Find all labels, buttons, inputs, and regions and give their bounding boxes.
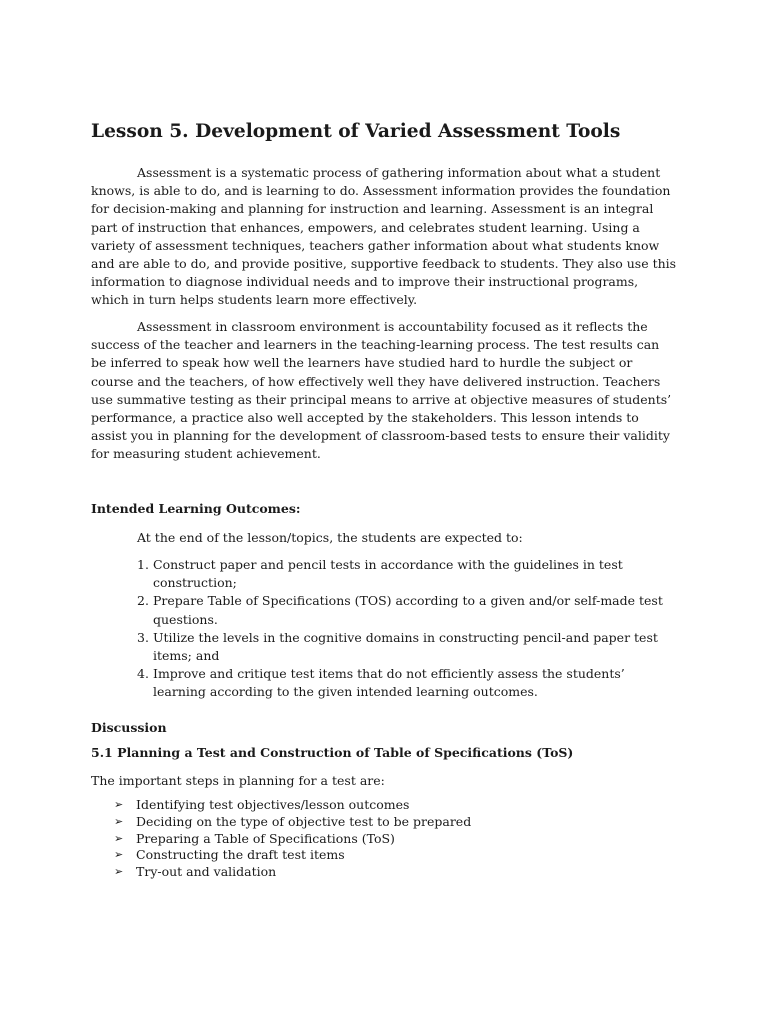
arrow-bullet-icon: ➢ [114,831,124,845]
list-item [114,831,471,848]
arrow-bullet-icon: ➢ [114,848,124,862]
list-item-text: Try-out and validation [136,864,277,880]
section-heading: 5.1 Planning a Test and Construction of Table of Specifications (ToS) [91,745,574,760]
list-item-text: Construct paper and pencil tests in accordance with the guidelines in test construction; [153,557,623,591]
list-item [114,847,471,864]
list-item [114,864,471,881]
steps-intro: The important steps in planning for a test are: [91,773,385,788]
list-item-text: Constructing the draft test items [136,847,345,863]
list-item [137,556,677,592]
arrow-bullet-icon: ➢ [114,798,124,811]
planning-steps-list [114,797,471,881]
list-item [114,814,471,831]
intro-paragraph: Assessment is a systematic process of gathering information about what a student knows, is able to do, and is learning to do. Assessment information provides the foundation for decision-making and planning for instruction and learning. Assessment is an integral part of instruction that enhances, empowers, and celebrates student learning. Using a variety of assessment techniques, teachers gather information about what students know and are able to do, and provide positive, supportive feedback to students. They also use this information to diagnose individual needs and to improve their instructional programs, which in turn helps students learn more effectively. [91,165,677,308]
list-number: 3. [137,629,149,645]
list-item-text: Prepare Table of Specifications (TOS) according to a given and/or self-made test questions. [153,593,663,627]
list-item-text: Improve and critique test items that do not efficiently assess the students’ learning according to the given intended learning outcomes. [153,666,625,700]
list-item-text: Deciding on the type of objective test to be prepared [136,813,472,829]
list-item-text: Identifying test objectives/lesson outcomes [136,797,410,812]
arrow-bullet-icon: ➢ [114,865,124,879]
list-number: 4. [137,666,149,682]
context-paragraph: Assessment in classroom environment is accountability focused as it reflects the success of the teacher and learners in the teaching-learning process. The test results can be inferred to speak how well the learners have studied hard to hurdle the subject or course and the teachers, of how effectively well they have delivered instruction. Teachers use summative testing as their principal means to arrive at objective measures of students’ performance, a practice also well accepted by the stakeholders. This lesson intends to assist you in planning for the development of classroom-based tests to ensure their validity for measuring student achievement. [91,319,672,462]
discussion-heading: Discussion [91,720,167,735]
list-item [137,592,677,628]
list-item [137,629,677,665]
list-number: 1. [137,557,149,572]
list-item-text: Utilize the levels in the cognitive domains in constructing pencil-and paper test items; and [153,629,658,664]
learning-outcomes-heading: Intended Learning Outcomes: [91,501,301,516]
page-title: Lesson 5. Development of Varied Assessment Tools [91,121,621,142]
list-number: 2. [137,593,149,609]
list-item [114,797,471,814]
learning-outcomes-intro: At the end of the lesson/topics, the students are expected to: [137,530,523,545]
list-item-text: Preparing a Table of Specifications (ToS) [136,830,395,846]
list-item [137,665,677,701]
learning-outcomes-list [137,556,677,702]
arrow-bullet-icon: ➢ [114,814,124,828]
